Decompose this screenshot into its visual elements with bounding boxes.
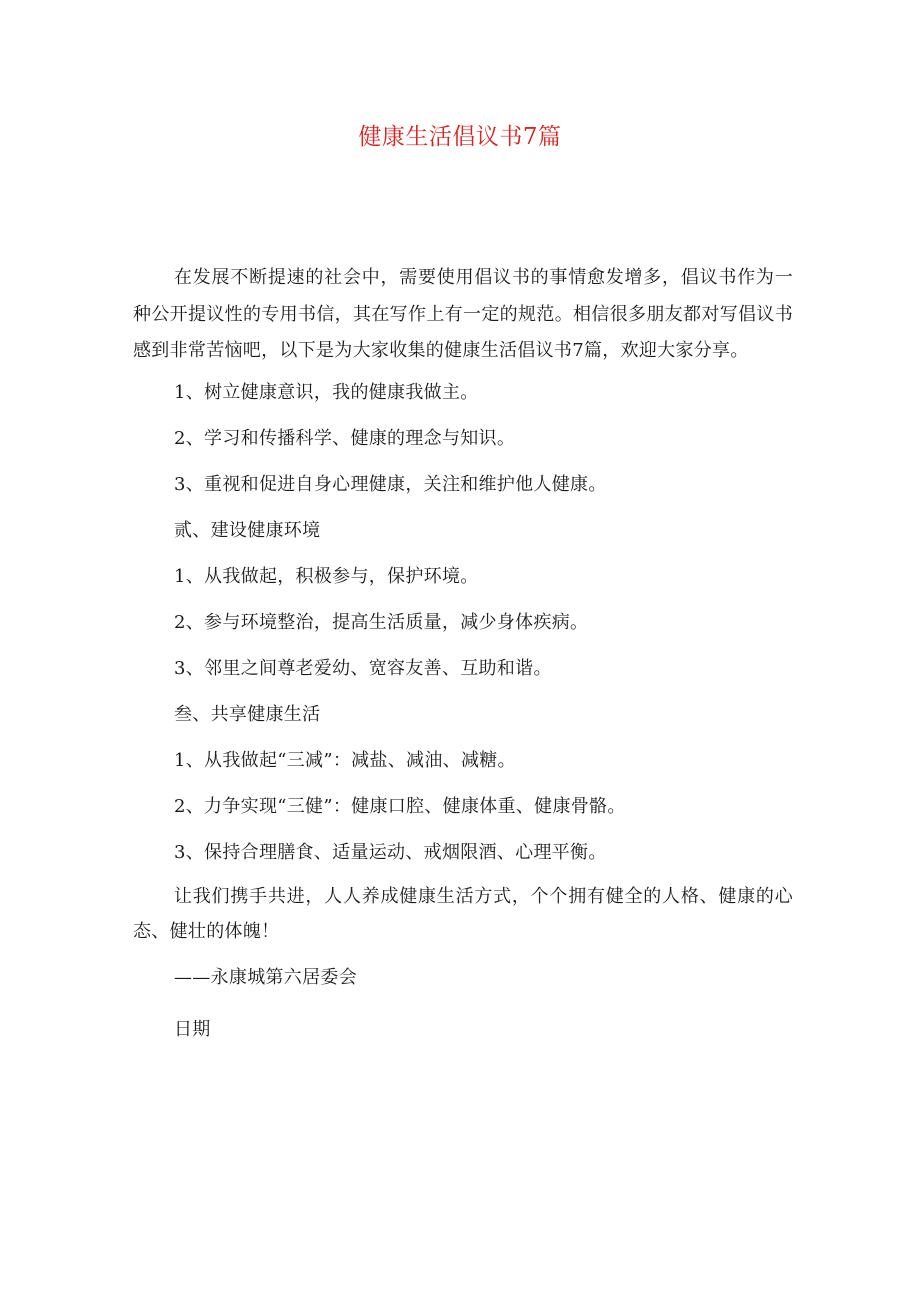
list-item: 1、从我做起“三减”：减盐、减油、减糖。 [174, 749, 516, 771]
section-heading: 叁、共享健康生活 [174, 703, 321, 725]
list-item: 2、力争实现“三健”：健康口腔、健康体重、健康骨骼。 [174, 795, 626, 817]
document-body [133, 260, 793, 1053]
closing-paragraph: 让我们携手共进，人人养成健康生活方式，个个拥有健全的人格、健康的心态、健壮的体魄！ [133, 885, 793, 942]
list-item: 2、学习和传播科学、健康的理念与知识。 [174, 427, 516, 449]
intro-paragraph: 在发展不断提速的社会中，需要使用倡议书的事情愈发增多，倡议书作为一种公开提议性的专用书信，其在写作上有一定的规范。相信很多朋友都对写倡议书感到非常苦恼吧，以下是为大家收集的健康生活倡议书7篇，欢迎大家分享。 [133, 267, 793, 361]
list-item: 1、树立健康意识，我的健康我做主。 [174, 381, 479, 403]
list-item: 3、保持合理膳食、适量运动、戒烟限酒、心理平衡。 [174, 841, 607, 863]
list-item: 1、从我做起，积极参与，保护环境。 [174, 565, 479, 587]
list-item: 3、邻里之间尊老爱幼、宽容友善、互助和谐。 [174, 657, 552, 679]
section-heading: 贰、建设健康环境 [174, 519, 321, 541]
signature: ——永康城第六居委会 [174, 966, 357, 988]
document-title: 健康生活倡议书7篇 [358, 124, 562, 150]
date-label: 日期 [174, 1018, 211, 1040]
list-item: 2、参与环境整治，提高生活质量，减少身体疾病。 [174, 611, 589, 633]
list-item: 3、重视和促进自身心理健康，关注和维护他人健康。 [174, 473, 607, 495]
